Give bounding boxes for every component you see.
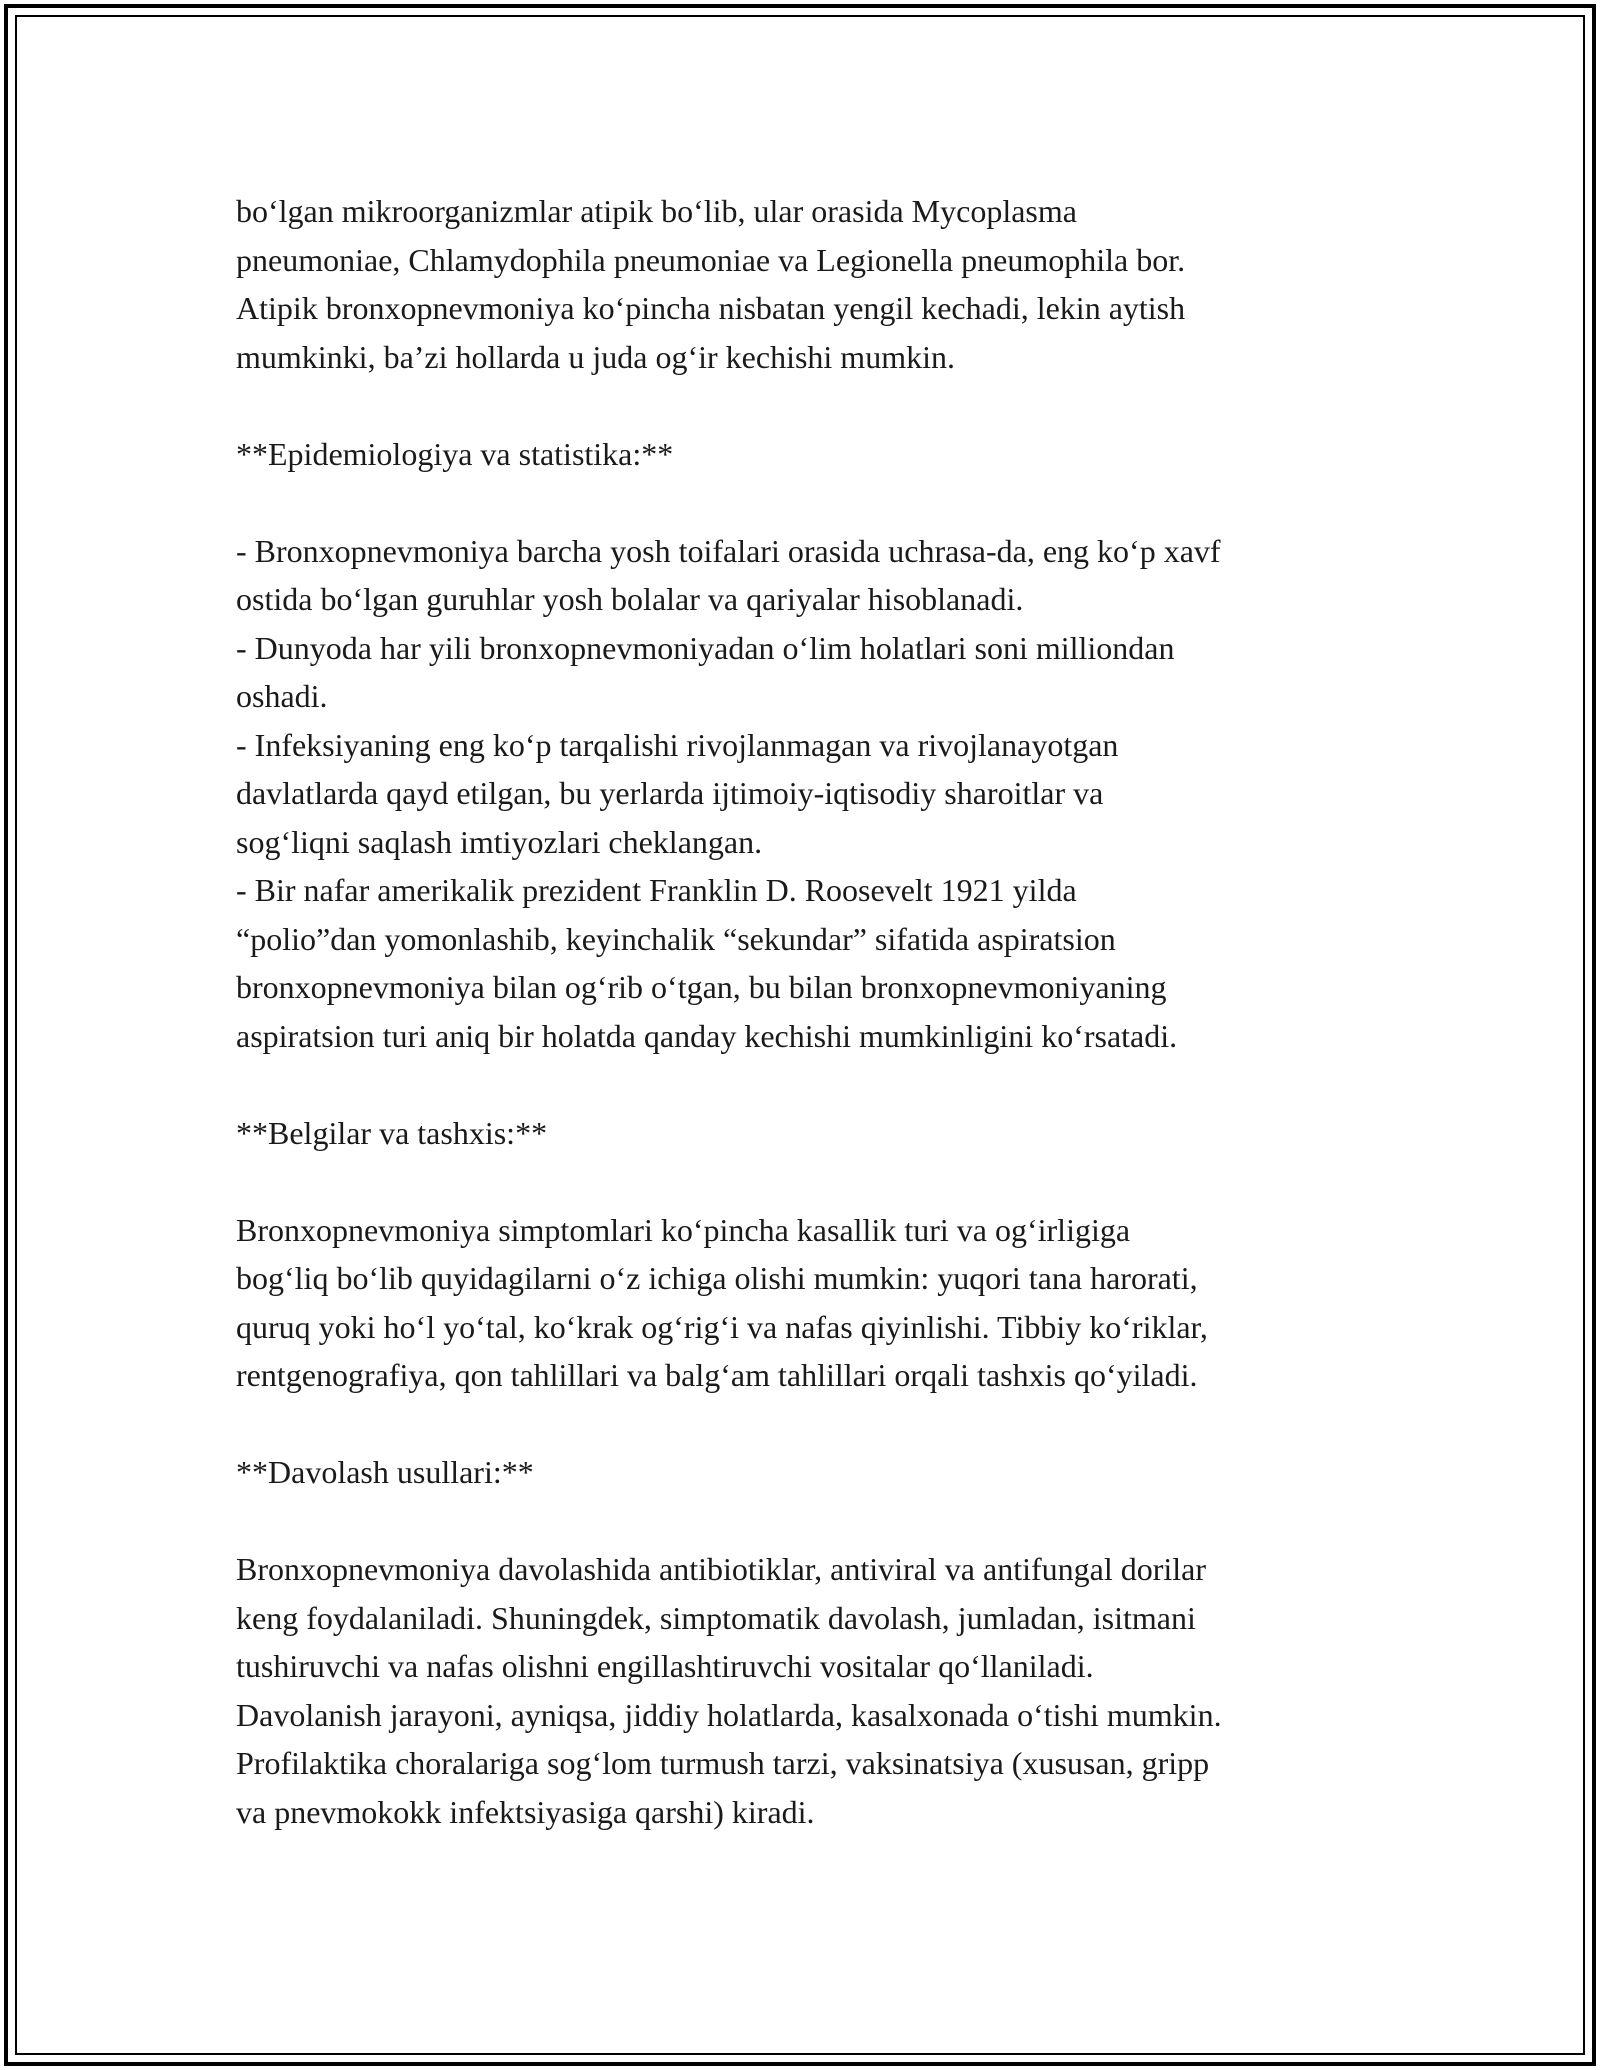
- paragraph-gap: [236, 1060, 1376, 1109]
- text-line: - Bronxopnevmoniya barcha yosh toifalari orasida uchrasa-da, eng ko‘p xavf: [236, 532, 1221, 569]
- text-line: Bronxopnevmoniya davolashida antibiotiklar, antiviral va antifungal dorilar: [236, 1551, 1207, 1587]
- text-line: keng foydalaniladi. Shuningdek, simptomatik davolash, jumladan, isitmani: [236, 1599, 1196, 1636]
- text-line: quruq yoki ho‘l yo‘tal, ko‘krak og‘rig‘i va nafas qiyinlishi. Tibbiy ko‘riklar,: [236, 1308, 1208, 1345]
- text-line: Profilaktika choralariga sog‘lom turmush tarzi, vaksinatsiya (xususan, gripp: [236, 1745, 1210, 1781]
- epidemiology-list: [236, 527, 1376, 1061]
- text-line: va pnevmokokk infektsiyasiga qarshi) kiradi.: [236, 1793, 815, 1830]
- document-body: [236, 187, 1376, 1836]
- text-line: - Infeksiyaning eng ko‘p tarqalishi rivojlanmagan va rivojlanayotgan: [236, 726, 1119, 763]
- text-line: mumkinki, ba’zi hollarda u juda og‘ir kechishi mumkin.: [236, 338, 955, 375]
- paragraph-gap: [236, 381, 1376, 430]
- text-line: sog‘liqni saqlash imtiyozlari cheklangan.: [236, 823, 763, 860]
- text-line: “polio”dan yomonlashib, keyinchalik “sekundar” sifatida aspiratsion: [236, 920, 1116, 957]
- text-line: - Bir nafar amerikalik prezident Franklin D. Roosevelt 1921 yilda: [236, 872, 1077, 908]
- paragraph-gap: [236, 478, 1376, 527]
- text-line: - Dunyoda har yili bronxopnevmoniyadan o‘lim holatlari soni milliondan: [236, 629, 1175, 666]
- text-line: tushiruvchi va nafas olishni engillashtiruvchi vositalar qo‘llaniladi.: [236, 1648, 1094, 1684]
- text-line: davlatlarda qayd etilgan, bu yerlarda ijtimoiy-iqtisodiy sharoitlar va: [236, 775, 1104, 811]
- treatment-paragraph: [236, 1545, 1376, 1836]
- text-line: rentgenografiya, qon tahlillari va balg‘am tahlillari orqali tashxis qo‘yiladi.: [236, 1357, 1198, 1393]
- text-line: bronxopnevmoniya bilan og‘rib o‘tgan, bu bilan bronxopnevmoniyaning: [236, 969, 1167, 1005]
- text-line: bo‘lgan mikroorganizmlar atipik bo‘lib, ular orasida Mycoplasma: [236, 193, 1077, 229]
- text-line: oshadi.: [236, 678, 328, 714]
- text-line: aspiratsion turi aniq bir holatda qanday kechishi mumkinligini ko‘rsatadi.: [236, 1017, 1178, 1054]
- text-line: Atipik bronxopnevmoniya ko‘pincha nisbatan yengil kechadi, lekin aytish: [236, 290, 1186, 326]
- text-line: Davolanish jarayoni, ayniqsa, jiddiy holatlarda, kasalxonada o‘tishi mumkin.: [236, 1696, 1222, 1733]
- intro-paragraph: [236, 187, 1376, 381]
- text-line: Bronxopnevmoniya simptomlari ko‘pincha kasallik turi va og‘irligiga: [236, 1211, 1131, 1248]
- symptoms-paragraph: [236, 1206, 1376, 1400]
- epidemiology-heading: **Epidemiologiya va statistika:**: [236, 435, 674, 472]
- paragraph-gap: [236, 1157, 1376, 1206]
- treatment-heading: **Davolash usullari:**: [236, 1454, 534, 1490]
- text-line: ostida bo‘lgan guruhlar yosh bolalar va qariyalar hisoblanadi.: [236, 581, 1024, 617]
- text-line: pneumoniae, Chlamydophila pneumoniae va Legionella pneumophila bor.: [236, 241, 1186, 278]
- symptoms-heading: **Belgilar va tashxis:**: [236, 1114, 548, 1151]
- paragraph-gap: [236, 1400, 1376, 1449]
- paragraph-gap: [236, 1497, 1376, 1546]
- text-line: bog‘liq bo‘lib quyidagilarni o‘z ichiga olishi mumkin: yuqori tana harorati,: [236, 1260, 1198, 1296]
